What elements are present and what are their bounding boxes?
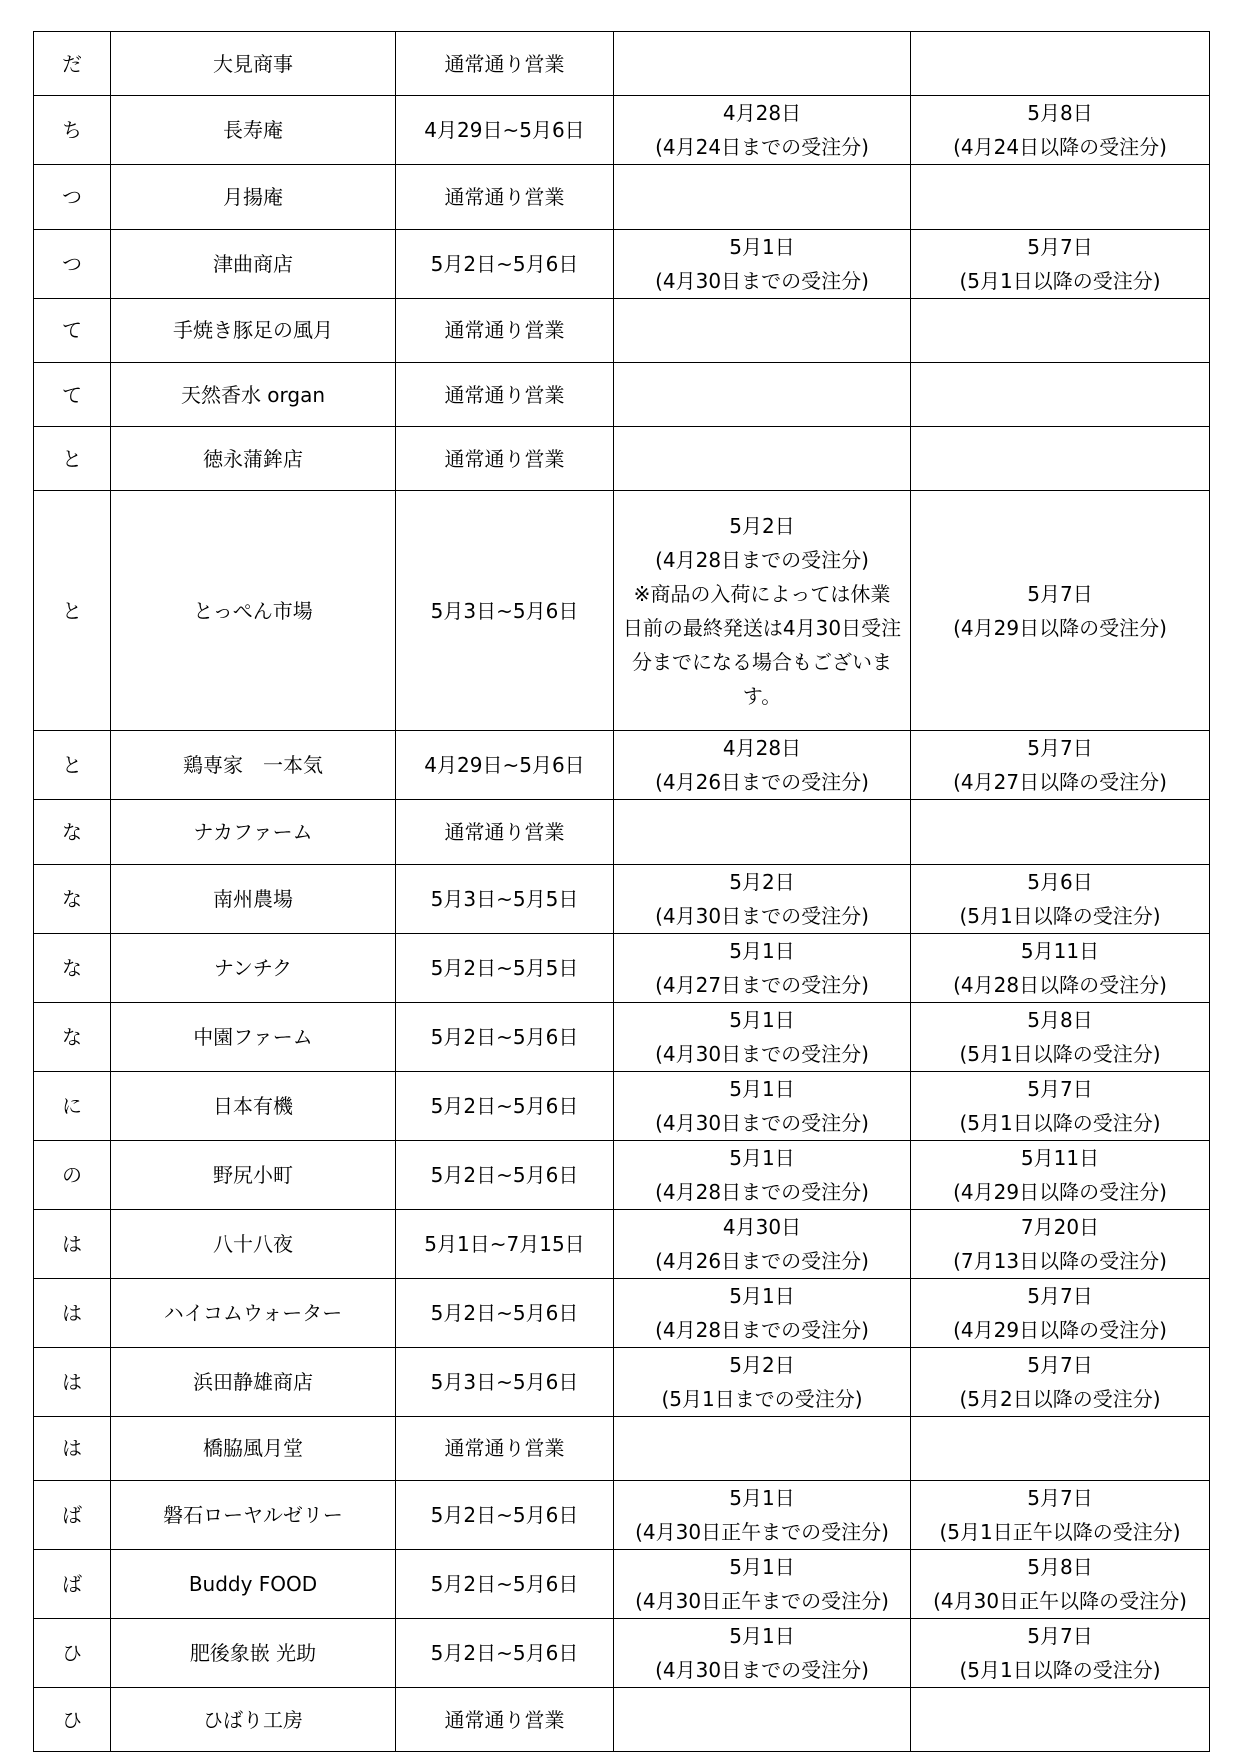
shop-name-cell: 徳永蒲鉾店 <box>111 427 396 491</box>
resume-shipment-line: 5月7日 <box>1027 1076 1093 1101</box>
kana-cell: ひ <box>34 1619 111 1688</box>
holiday-period-cell: 5月2日~5月6日 <box>396 1002 614 1071</box>
kana-cell: と <box>34 731 111 800</box>
kana-cell: ち <box>34 96 111 165</box>
kana-cell: は <box>34 1209 111 1278</box>
resume-shipment-line: (5月1日以降の受注分) <box>959 1110 1161 1135</box>
resume-shipment-cell <box>911 864 1210 933</box>
kana-cell: ば <box>34 1550 111 1619</box>
last-shipment-line: (4月27日までの受注分) <box>655 972 869 997</box>
last-shipment-line: (4月28日までの受注分) <box>655 1179 869 1204</box>
resume-shipment-line: (5月1日以降の受注分) <box>959 903 1161 928</box>
shop-name-cell: 津曲商店 <box>111 229 396 298</box>
resume-shipment-cell <box>911 1347 1210 1416</box>
shop-name-cell: 橋脇風月堂 <box>111 1416 396 1480</box>
resume-shipment-cell <box>911 229 1210 298</box>
kana-cell: は <box>34 1347 111 1416</box>
resume-shipment-line: 5月8日 <box>1027 101 1093 126</box>
resume-shipment-line: (5月1日以降の受注分) <box>959 268 1161 293</box>
last-shipment-cell <box>614 1688 911 1752</box>
last-shipment-cell <box>614 427 911 491</box>
last-shipment-cell <box>614 864 911 933</box>
shop-name-cell: 中園ファーム <box>111 1002 396 1071</box>
resume-shipment-line: (4月24日以降の受注分) <box>953 135 1167 160</box>
resume-shipment-cell <box>911 1140 1210 1209</box>
resume-shipment-cell <box>911 427 1210 491</box>
last-shipment-cell <box>614 165 911 229</box>
holiday-period-cell: 4月29日~5月6日 <box>396 731 614 800</box>
last-shipment-line: 5月1日 <box>729 1486 795 1511</box>
last-shipment-line: (4月30日正午までの受注分) <box>635 1520 889 1545</box>
table-row <box>34 229 1210 298</box>
resume-shipment-cell <box>911 800 1210 864</box>
holiday-period-cell: 通常通り営業 <box>396 32 614 96</box>
holiday-period-cell: 5月2日~5月5日 <box>396 933 614 1002</box>
last-shipment-line: 5月1日 <box>729 1007 795 1032</box>
shop-name-cell: ナンチク <box>111 933 396 1002</box>
shop-name-cell: 磐石ローヤルゼリー <box>111 1481 396 1550</box>
resume-shipment-line: (7月13日以降の受注分) <box>953 1248 1167 1273</box>
holiday-period-cell: 5月2日~5月6日 <box>396 1619 614 1688</box>
shop-name-cell: 野尻小町 <box>111 1140 396 1209</box>
last-shipment-line: 4月28日 <box>722 101 802 126</box>
kana-cell: の <box>34 1140 111 1209</box>
resume-shipment-line: 5月7日 <box>1027 736 1093 761</box>
shop-name-cell: 南州農場 <box>111 864 396 933</box>
table-row <box>34 32 1210 96</box>
holiday-period-cell: 通常通り営業 <box>396 800 614 864</box>
last-shipment-line: ※商品の入荷によっては休業 <box>633 581 891 606</box>
last-shipment-cell <box>614 1416 911 1480</box>
shop-name-cell: 八十八夜 <box>111 1209 396 1278</box>
table-row <box>34 1071 1210 1140</box>
resume-shipment-line: (5月2日以降の受注分) <box>959 1386 1161 1411</box>
holiday-period-cell: 5月2日~5月6日 <box>396 1550 614 1619</box>
kana-cell: ば <box>34 1481 111 1550</box>
last-shipment-line: 4月28日 <box>722 736 802 761</box>
last-shipment-cell <box>614 96 911 165</box>
resume-shipment-line: (4月29日以降の受注分) <box>953 1179 1167 1204</box>
last-shipment-line: (4月24日までの受注分) <box>655 135 869 160</box>
shop-name-cell: とっぺん市場 <box>111 491 396 731</box>
last-shipment-line: 日前の最終発送は4月30日受注 <box>622 615 902 640</box>
resume-shipment-line: 5月7日 <box>1027 1352 1093 1377</box>
last-shipment-line: 5月1日 <box>729 1145 795 1170</box>
holiday-period-cell: 5月2日~5月6日 <box>396 1071 614 1140</box>
last-shipment-line: (4月26日までの受注分) <box>655 770 869 795</box>
last-shipment-cell <box>614 32 911 96</box>
last-shipment-line: (4月30日までの受注分) <box>655 1658 869 1683</box>
shop-name-cell: 日本有機 <box>111 1071 396 1140</box>
table-row <box>34 1002 1210 1071</box>
holiday-period-cell: 5月2日~5月6日 <box>396 1140 614 1209</box>
table-row <box>34 491 1210 731</box>
resume-shipment-cell <box>911 96 1210 165</box>
resume-shipment-line: 5月11日 <box>1020 938 1100 963</box>
kana-cell: だ <box>34 32 111 96</box>
shop-name-cell: 月揚庵 <box>111 165 396 229</box>
last-shipment-cell <box>614 1278 911 1347</box>
last-shipment-line: す。 <box>742 683 782 708</box>
resume-shipment-line: 7月20日 <box>1020 1214 1100 1239</box>
resume-shipment-line: 5月7日 <box>1027 234 1093 259</box>
holiday-period-cell: 5月2日~5月6日 <box>396 1278 614 1347</box>
holiday-schedule-sheet <box>33 31 1210 1752</box>
last-shipment-line: 5月1日 <box>729 1624 795 1649</box>
last-shipment-line: 4月30日 <box>722 1214 802 1239</box>
holiday-period-cell: 通常通り営業 <box>396 1688 614 1752</box>
last-shipment-cell <box>614 1347 911 1416</box>
table-row <box>34 1619 1210 1688</box>
shop-name-cell: 鶏専家 一本気 <box>111 731 396 800</box>
resume-shipment-cell <box>911 1619 1210 1688</box>
shop-name-cell: 肥後象嵌 光助 <box>111 1619 396 1688</box>
last-shipment-line: 5月2日 <box>729 869 795 894</box>
kana-cell: つ <box>34 165 111 229</box>
resume-shipment-cell <box>911 165 1210 229</box>
shop-name-cell: 大見商事 <box>111 32 396 96</box>
holiday-period-cell: 通常通り営業 <box>396 362 614 426</box>
resume-shipment-cell <box>911 298 1210 362</box>
holiday-period-cell: 5月3日~5月6日 <box>396 491 614 731</box>
resume-shipment-cell <box>911 1278 1210 1347</box>
holiday-period-cell: 5月3日~5月5日 <box>396 864 614 933</box>
resume-shipment-line: (4月27日以降の受注分) <box>953 770 1167 795</box>
resume-shipment-line: (5月1日以降の受注分) <box>959 1658 1161 1683</box>
last-shipment-cell <box>614 298 911 362</box>
kana-cell: つ <box>34 229 111 298</box>
holiday-period-cell: 通常通り営業 <box>396 427 614 491</box>
last-shipment-line: 分までになる場合もございま <box>632 649 892 674</box>
kana-cell: と <box>34 491 111 731</box>
resume-shipment-cell <box>911 1071 1210 1140</box>
kana-cell: な <box>34 864 111 933</box>
resume-shipment-line: 5月7日 <box>1027 1486 1093 1511</box>
shop-name-cell: 手焼き豚足の風月 <box>111 298 396 362</box>
holiday-period-cell: 通常通り営業 <box>396 298 614 362</box>
holiday-period-cell: 5月2日~5月6日 <box>396 1481 614 1550</box>
table-row <box>34 96 1210 165</box>
shop-name-cell: ナカファーム <box>111 800 396 864</box>
last-shipment-line: (4月30日までの受注分) <box>655 1110 869 1135</box>
last-shipment-line: 5月1日 <box>729 1283 795 1308</box>
resume-shipment-line: 5月7日 <box>1027 581 1093 606</box>
last-shipment-line: (4月30日までの受注分) <box>655 1041 869 1066</box>
last-shipment-cell <box>614 1071 911 1140</box>
table-row <box>34 864 1210 933</box>
shop-name-cell: 浜田静雄商店 <box>111 1347 396 1416</box>
shop-name-cell: 天然香水 organ <box>111 362 396 426</box>
resume-shipment-line: (5月1日以降の受注分) <box>959 1041 1161 1066</box>
resume-shipment-cell <box>911 1481 1210 1550</box>
resume-shipment-line: 5月7日 <box>1027 1283 1093 1308</box>
last-shipment-cell <box>614 800 911 864</box>
last-shipment-cell <box>614 731 911 800</box>
kana-cell: な <box>34 800 111 864</box>
table-row <box>34 1416 1210 1480</box>
resume-shipment-cell <box>911 32 1210 96</box>
resume-shipment-line: (4月28日以降の受注分) <box>953 972 1167 997</box>
table-row <box>34 1550 1210 1619</box>
resume-shipment-line: (5月1日正午以降の受注分) <box>939 1520 1181 1545</box>
kana-cell: な <box>34 1002 111 1071</box>
holiday-period-cell: 5月1日~7月15日 <box>396 1209 614 1278</box>
last-shipment-cell <box>614 491 911 731</box>
last-shipment-cell <box>614 933 911 1002</box>
last-shipment-line: (4月28日までの受注分) <box>655 547 869 572</box>
last-shipment-line: (5月1日までの受注分) <box>661 1386 863 1411</box>
resume-shipment-line: 5月8日 <box>1027 1555 1093 1580</box>
last-shipment-cell <box>614 1209 911 1278</box>
resume-shipment-line: 5月6日 <box>1027 869 1093 894</box>
last-shipment-line: 5月1日 <box>729 938 795 963</box>
table-row <box>34 362 1210 426</box>
table-row <box>34 427 1210 491</box>
resume-shipment-line: (4月29日以降の受注分) <box>953 1317 1167 1342</box>
resume-shipment-cell <box>911 1688 1210 1752</box>
kana-cell: ひ <box>34 1688 111 1752</box>
table-row <box>34 1140 1210 1209</box>
resume-shipment-cell <box>911 491 1210 731</box>
resume-shipment-cell <box>911 731 1210 800</box>
table-row <box>34 933 1210 1002</box>
resume-shipment-line: (4月30日正午以降の受注分) <box>933 1589 1187 1614</box>
resume-shipment-cell <box>911 362 1210 426</box>
last-shipment-line: (4月28日までの受注分) <box>655 1317 869 1342</box>
shop-name-cell: ひばり工房 <box>111 1688 396 1752</box>
kana-cell: て <box>34 298 111 362</box>
last-shipment-cell <box>614 229 911 298</box>
last-shipment-line: 5月2日 <box>729 1352 795 1377</box>
table-row <box>34 731 1210 800</box>
table-row <box>34 800 1210 864</box>
last-shipment-line: 5月1日 <box>729 1076 795 1101</box>
last-shipment-line: 5月1日 <box>729 1555 795 1580</box>
kana-cell: て <box>34 362 111 426</box>
holiday-period-cell: 5月3日~5月6日 <box>396 1347 614 1416</box>
resume-shipment-line: (4月29日以降の受注分) <box>953 615 1167 640</box>
last-shipment-line: (4月26日までの受注分) <box>655 1248 869 1273</box>
holiday-period-cell: 通常通り営業 <box>396 165 614 229</box>
table-row <box>34 1347 1210 1416</box>
kana-cell: な <box>34 933 111 1002</box>
table-row <box>34 1481 1210 1550</box>
last-shipment-line: (4月30日までの受注分) <box>655 903 869 928</box>
table-row <box>34 1278 1210 1347</box>
last-shipment-cell <box>614 1550 911 1619</box>
last-shipment-line: 5月1日 <box>729 234 795 259</box>
resume-shipment-line: 5月7日 <box>1027 1624 1093 1649</box>
shop-name-cell: 長寿庵 <box>111 96 396 165</box>
table-row <box>34 165 1210 229</box>
kana-cell: は <box>34 1416 111 1480</box>
table-row <box>34 1209 1210 1278</box>
shop-name-cell: Buddy FOOD <box>111 1550 396 1619</box>
last-shipment-cell <box>614 1002 911 1071</box>
holiday-period-cell: 5月2日~5月6日 <box>396 229 614 298</box>
resume-shipment-line: 5月8日 <box>1027 1007 1093 1032</box>
shop-name-cell: ハイコムウォーター <box>111 1278 396 1347</box>
resume-shipment-cell <box>911 1002 1210 1071</box>
holiday-period-cell: 4月29日~5月6日 <box>396 96 614 165</box>
last-shipment-line: 5月2日 <box>729 513 795 538</box>
last-shipment-line: (4月30日正午までの受注分) <box>635 1589 889 1614</box>
last-shipment-cell <box>614 1481 911 1550</box>
kana-cell: は <box>34 1278 111 1347</box>
table-row <box>34 1688 1210 1752</box>
resume-shipment-cell <box>911 1416 1210 1480</box>
last-shipment-cell <box>614 1619 911 1688</box>
table-body <box>34 32 1210 1752</box>
kana-cell: に <box>34 1071 111 1140</box>
holiday-schedule-table <box>33 31 1210 1752</box>
resume-shipment-cell <box>911 1550 1210 1619</box>
table-row <box>34 298 1210 362</box>
resume-shipment-line: 5月11日 <box>1020 1145 1100 1170</box>
last-shipment-cell <box>614 1140 911 1209</box>
holiday-period-cell: 通常通り営業 <box>396 1416 614 1480</box>
resume-shipment-cell <box>911 1209 1210 1278</box>
resume-shipment-cell <box>911 933 1210 1002</box>
kana-cell: と <box>34 427 111 491</box>
last-shipment-line: (4月30日までの受注分) <box>655 268 869 293</box>
last-shipment-cell <box>614 362 911 426</box>
